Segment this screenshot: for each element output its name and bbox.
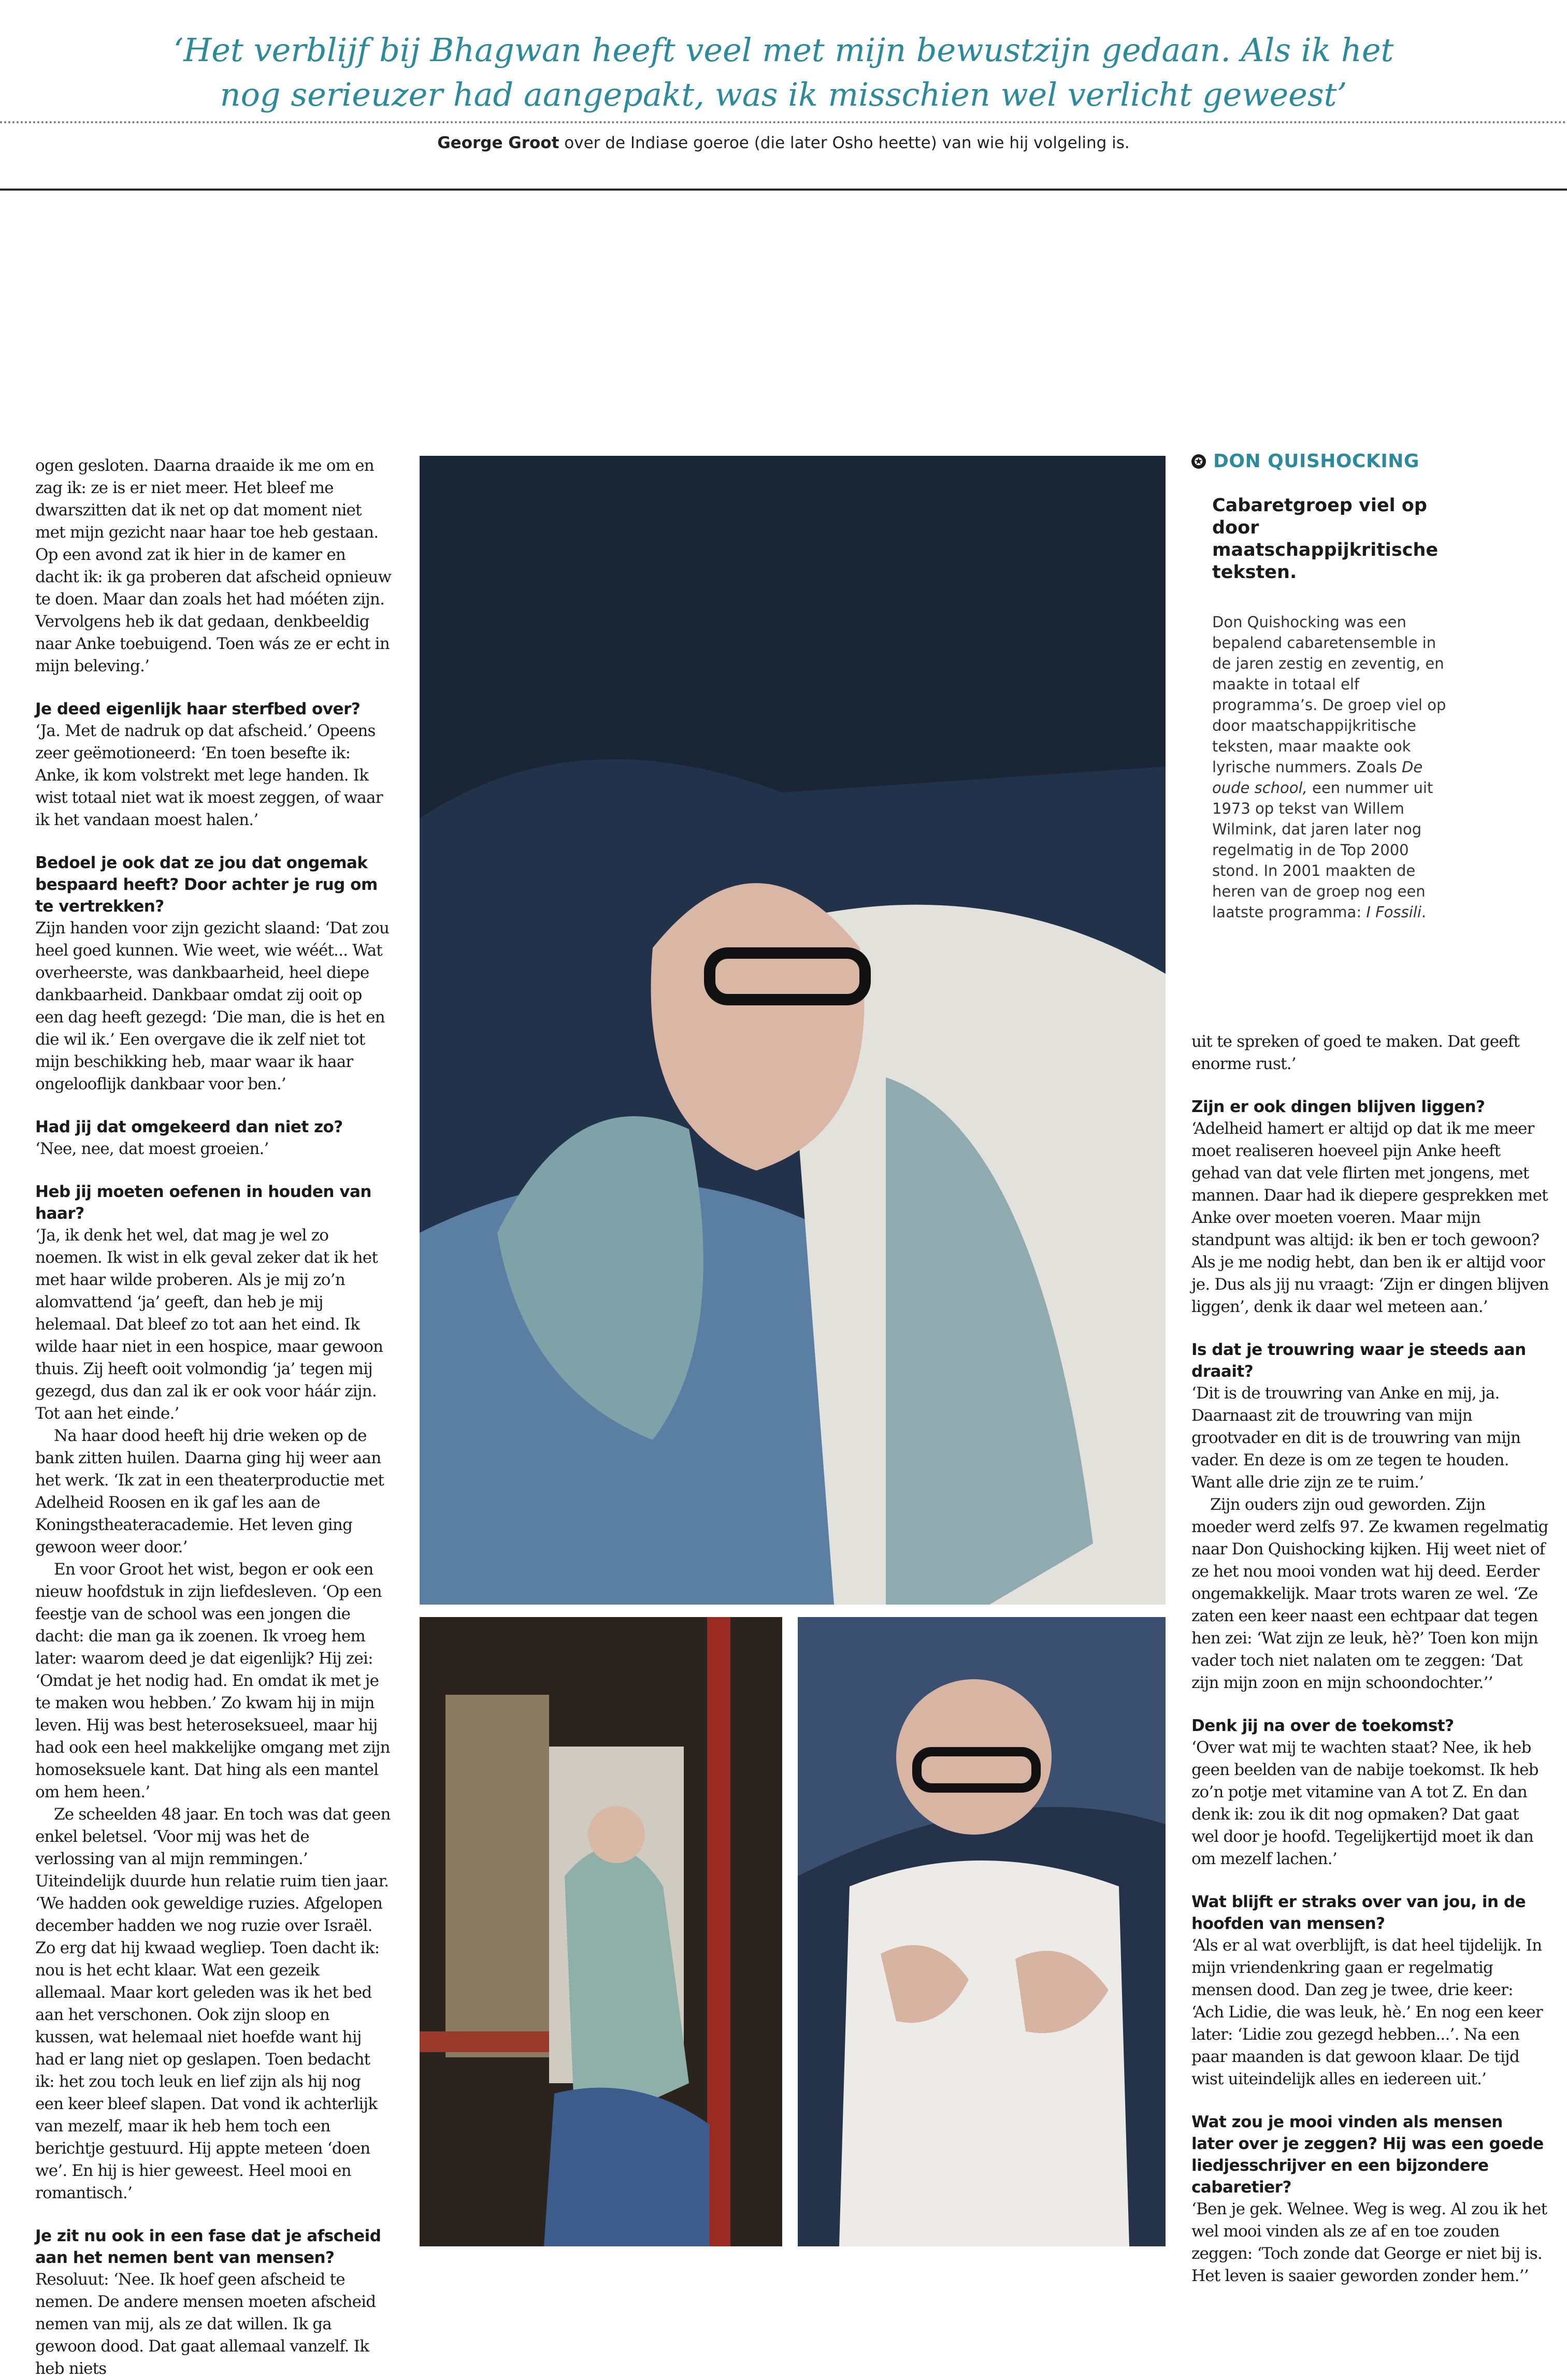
photo-closeup-hands-on-chest [798,1617,1166,2246]
pull-quote-line-1: ‘Het verblijf bij Bhagwan heeft veel met mijn bewustzijn gedaan. Als ik het [173,31,1394,69]
paragraph: ‘Adelheid hamert er altijd op dat ik me meer moet realiseren hoeveel pijn Anke heeft gehad van dat vele flirten met jongens, met mannen. Daar had ik diepere gesprekken met Anke over moeten voeren. Maar mijn standpunt was altijd: ik ben er toch gewoon? Als je me nodig hebt, dan ben ik er altijd voor je. Dus als jij nu vraagt: ‘Zijn er dingen blijven liggen’, denk ik daar wel meteen aan.’ [1191,1119,1549,1316]
interview-question: Zijn er ook dingen blijven liggen? [1191,1098,1485,1116]
quote-credit-description: over de Indiase goeroe (die later Osho heette) van wie hij volgeling is. [559,134,1130,152]
paragraph: ‘Over wat mij te wachten staat? Nee, ik heb geen beelden van de nabije toekomst. Ik heb zo’n potje met vitamine van A tot Z. En dan denk ik: zou ik dit nog opmaken? Dat gaat wel door je hoofd. Tegelijkertijd moet ik dan om mezelf lachen.’ [1191,1738,1539,1868]
paragraph: ‘Dit is de trouwring van Anke en mij, ja. Daarnaast zit de trouwring van mijn grootvader en dit is de trouwring van mijn vader. En deze is om ze tegen te houden. Want alle drie zijn ze te ruim.’ [1191,1384,1521,1492]
dotted-divider [0,121,1567,123]
paragraph: Resoluut: ‘Nee. Ik hoef geen afscheid te nemen. De andere mensen moeten afscheid nemen van mij, als ze dat willen. Ik ga gewoon dood. Dat gaat allemaal vanzelf. Ik heb niets [35,2270,376,2378]
left-text-column [35,455,393,2380]
quote-credit-name: George Groot [437,134,559,152]
song-title: De oude school, [1212,758,1423,797]
photo-closeup-hands-on-chest-illustration [798,1617,1166,2246]
paragraph: ‘Als er al wat overblijft, is dat heel tijdelijk. In mijn vriendenkring gaan er regelmatig mensen dood. Dan zeg je twee, drie keer: ‘Ach Lidie, die was leuk, hè.’ En nog een keer later: ‘Lidie zou gezegd hebben...’. Na een paar maanden is dat gewoon klaar. De tijd wist uiteindelijk alles en iedereen uit.’ [1191,1936,1543,2088]
pull-quote-line-2: nog serieuzer had aangepakt, was ik misschien wel verlicht geweest’ [220,76,1347,113]
sidebar-heading [1191,451,1554,472]
paragraph: Zijn handen voor zijn gezicht slaand: ‘Dat zou heel goed kunnen. Wie weet, wie wéét... Wat overheerste, was dankbaarheid, heel diepe dankbaarheid. Dankbaar omdat zij ooit op een dag heeft gezegd: ‘Die man, die is het en die wil ik.’ Een overgave die ik zelf niet tot mijn beschikking heb, maar waar ik haar ongelooflijk dankbaar voor ben.’ [35,919,390,1093]
interview-question: Je zit nu ook in een fase dat je afscheid aan het nemen bent van mensen? [35,2227,381,2267]
interview-question: Je deed eigenlijk haar sterfbed over? [35,700,361,718]
paragraph: Na haar dood heeft hij drie weken op de bank zitten huilen. Daarna ging hij weer aan het werk. ‘Ik zat in een theaterproductie met Adelheid Roosen en ik gaf les aan de Koningstheateracademie. Het leven ging gewoon weer door.’ [35,1426,384,1556]
pull-quote [155,28,1412,117]
portrait-photo-main-illustration [420,456,1166,1605]
paragraph: ogen gesloten. Daarna draaide ik me om en zag ik: ze is er niet meer. Het bleef me dwarszitten dat ik net op dat moment niet met mijn gezicht naar haar toe heb gestaan. Op een avond zat ik hier in de kamer en dacht ik: ik ga proberen dat afscheid opnieuw te doen. Maar dan zoals het had móéten zijn. Vervolgens heb ik dat gedaan, denkbeeldig naar Anke toebuigend. Toen wás ze er echt in mijn beleving.’ [35,456,392,675]
sidebar-body [1212,612,1456,922]
paragraph: En voor Groot het wist, begon er ook een nieuw hoofdstuk in zijn liefdesleven. ‘Op een feestje van de school was een jongen die dacht: die man ga ik zoenen. Ik vroeg hem later: waarom deed je dat eigenlijk? Hij zei: ‘Omdat je het nodig had. En omdat ik met je te maken wou hebben.’ Zo kwam hij in mijn leven. Hij was best heteroseksueel, maar hij had ook een heel makkelijke omgang met zijn homoseksuele kant. Dat hing als een mantel om hem heen.’ [35,1560,390,1801]
paragraph: uit te spreken of goed te maken. Dat geeft enorme rust.’ [1191,1032,1520,1073]
star-bullet-icon: ✪ [1191,454,1206,469]
paragraph: Zijn ouders zijn oud geworden. Zijn moeder werd zelfs 97. Ze kwamen regelmatig naar Don Quishocking kijken. Hij weet niet of ze het nou mooi vonden wat hij deed. Eerder ongemakkelijk. Maar trots waren ze wel. ‘Ze zaten een keer naast een echtpaar dat tegen hen zei: ‘Wat zijn ze leuk, hè?’ Toen kon mijn vader toch niet nalaten om te zeggen: ‘Dat zijn mijn zoon en mijn schoondochter.’’ [1191,1495,1548,1692]
program-title: I Fossili [1366,903,1421,921]
photo-seated-on-bed-illustration [420,1617,782,2246]
quote-credit [0,134,1567,152]
sidebar-don-quishocking [1191,451,1554,922]
right-text-column [1191,1031,1549,2287]
paragraph: ‘Ja, ik denk het wel, dat mag je wel zo noemen. Ik wist in elk geval zeker dat ik het met haar wilde proberen. Als je mij zo’n alomvattend ‘ja’ geeft, dan heb je mij helemaal. Dat bleef zo tot aan het eind. Ik wilde haar niet in een hospice, maar gewoon thuis. Zij heeft ooit volmondig ‘ja’ tegen mij gezegd, dus dan zal ik er ook voor háár zijn. Tot aan het einde.’ [35,1226,383,1423]
sidebar-body-text: Don Quishocking was een bepalend cabaretensemble in de jaren zestig en zeventig, en maakte in totaal elf programma’s. De groep viel op door maatschappijkritische teksten, maar maakte ook lyrische nummers. Zoals [1212,613,1446,776]
sidebar-body-text: . [1421,903,1427,921]
pull-quote-band [0,0,1567,191]
interview-question: Wat zou je mooi vinden als mensen later over je zeggen? Hij was een goede liedjesschrijver en een bijzondere cabaretier? [1191,2113,1544,2197]
photo-seated-on-bed [420,1617,782,2246]
paragraph: ‘Nee, nee, dat moest groeien.’ [35,1139,269,1158]
interview-question: Had jij dat omgekeerd dan niet zo? [35,1118,343,1136]
interview-question: Bedoel je ook dat ze jou dat ongemak bespaard heeft? Door achter je rug om te vertrekken? [35,854,378,916]
interview-question: Heb jij moeten oefenen in houden van haar? [35,1182,371,1223]
interview-question: Wat blijft er straks over van jou, in de hoofden van mensen? [1191,1893,1526,1933]
sidebar-subtitle: Cabaretgroep viel op door maatschappijkritische teksten. [1212,495,1439,583]
portrait-photo-main [420,456,1166,1605]
paragraph: ‘Ben je gek. Welnee. Weg is weg. Al zou ik het wel mooi vinden als ze af en toe zouden zeggen: ‘Toch zonde dat George er niet bij is. Het leven is saaier geworden zonder hem.’’ [1191,2200,1547,2285]
interview-question: Is dat je trouwring waar je steeds aan draait? [1191,1340,1526,1381]
paragraph: Ze scheelden 48 jaar. En toch was dat geen enkel beletsel. ‘Voor mij was het de verlossing van al mijn remmingen.’ Uiteindelijk duurde hun relatie ruim tien jaar. ‘We hadden ook geweldige ruzies. Afgelopen december hadden we nog ruzie over Israël. Zo erg dat hij kwaad wegliep. Toen dacht ik: nou is het echt klaar. Wat een gezeik allemaal. Maar kort geleden was ik het bed aan het verschonen. Ook zijn sloop en kussen, wat helemaal niet hoefde want hij had er lang niet op geslapen. Toen bedacht ik: het zou toch leuk en lief zijn als hij nog een keer bleef slapen. Dat vond ik achterlijk van mezelf, maar ik heb hem toch een berichtje gestuurd. Hij appte meteen ‘doen we’. En hij is hier geweest. Heel mooi en romantisch.’ [35,1805,391,2202]
paragraph: ‘Ja. Met de nadruk op dat afscheid.’ Opeens zeer geëmotioneerd: ‘En toen besefte ik: Anke, ik kom volstrekt met lege handen. Ik wist totaal niet wat ik moest zeggen, of waar ik het vandaan moest halen.’ [35,722,383,829]
sidebar-body-text: een nummer uit 1973 op tekst van Willem Wilmink, dat jaren later nog regelmatig in de Top 2000 stond. In 2001 maakten de heren van de groep nog een laatste programma: [1212,779,1433,921]
interview-question: Denk jij na over de toekomst? [1191,1717,1454,1735]
sidebar-title: DON QUISHOCKING [1213,451,1419,472]
